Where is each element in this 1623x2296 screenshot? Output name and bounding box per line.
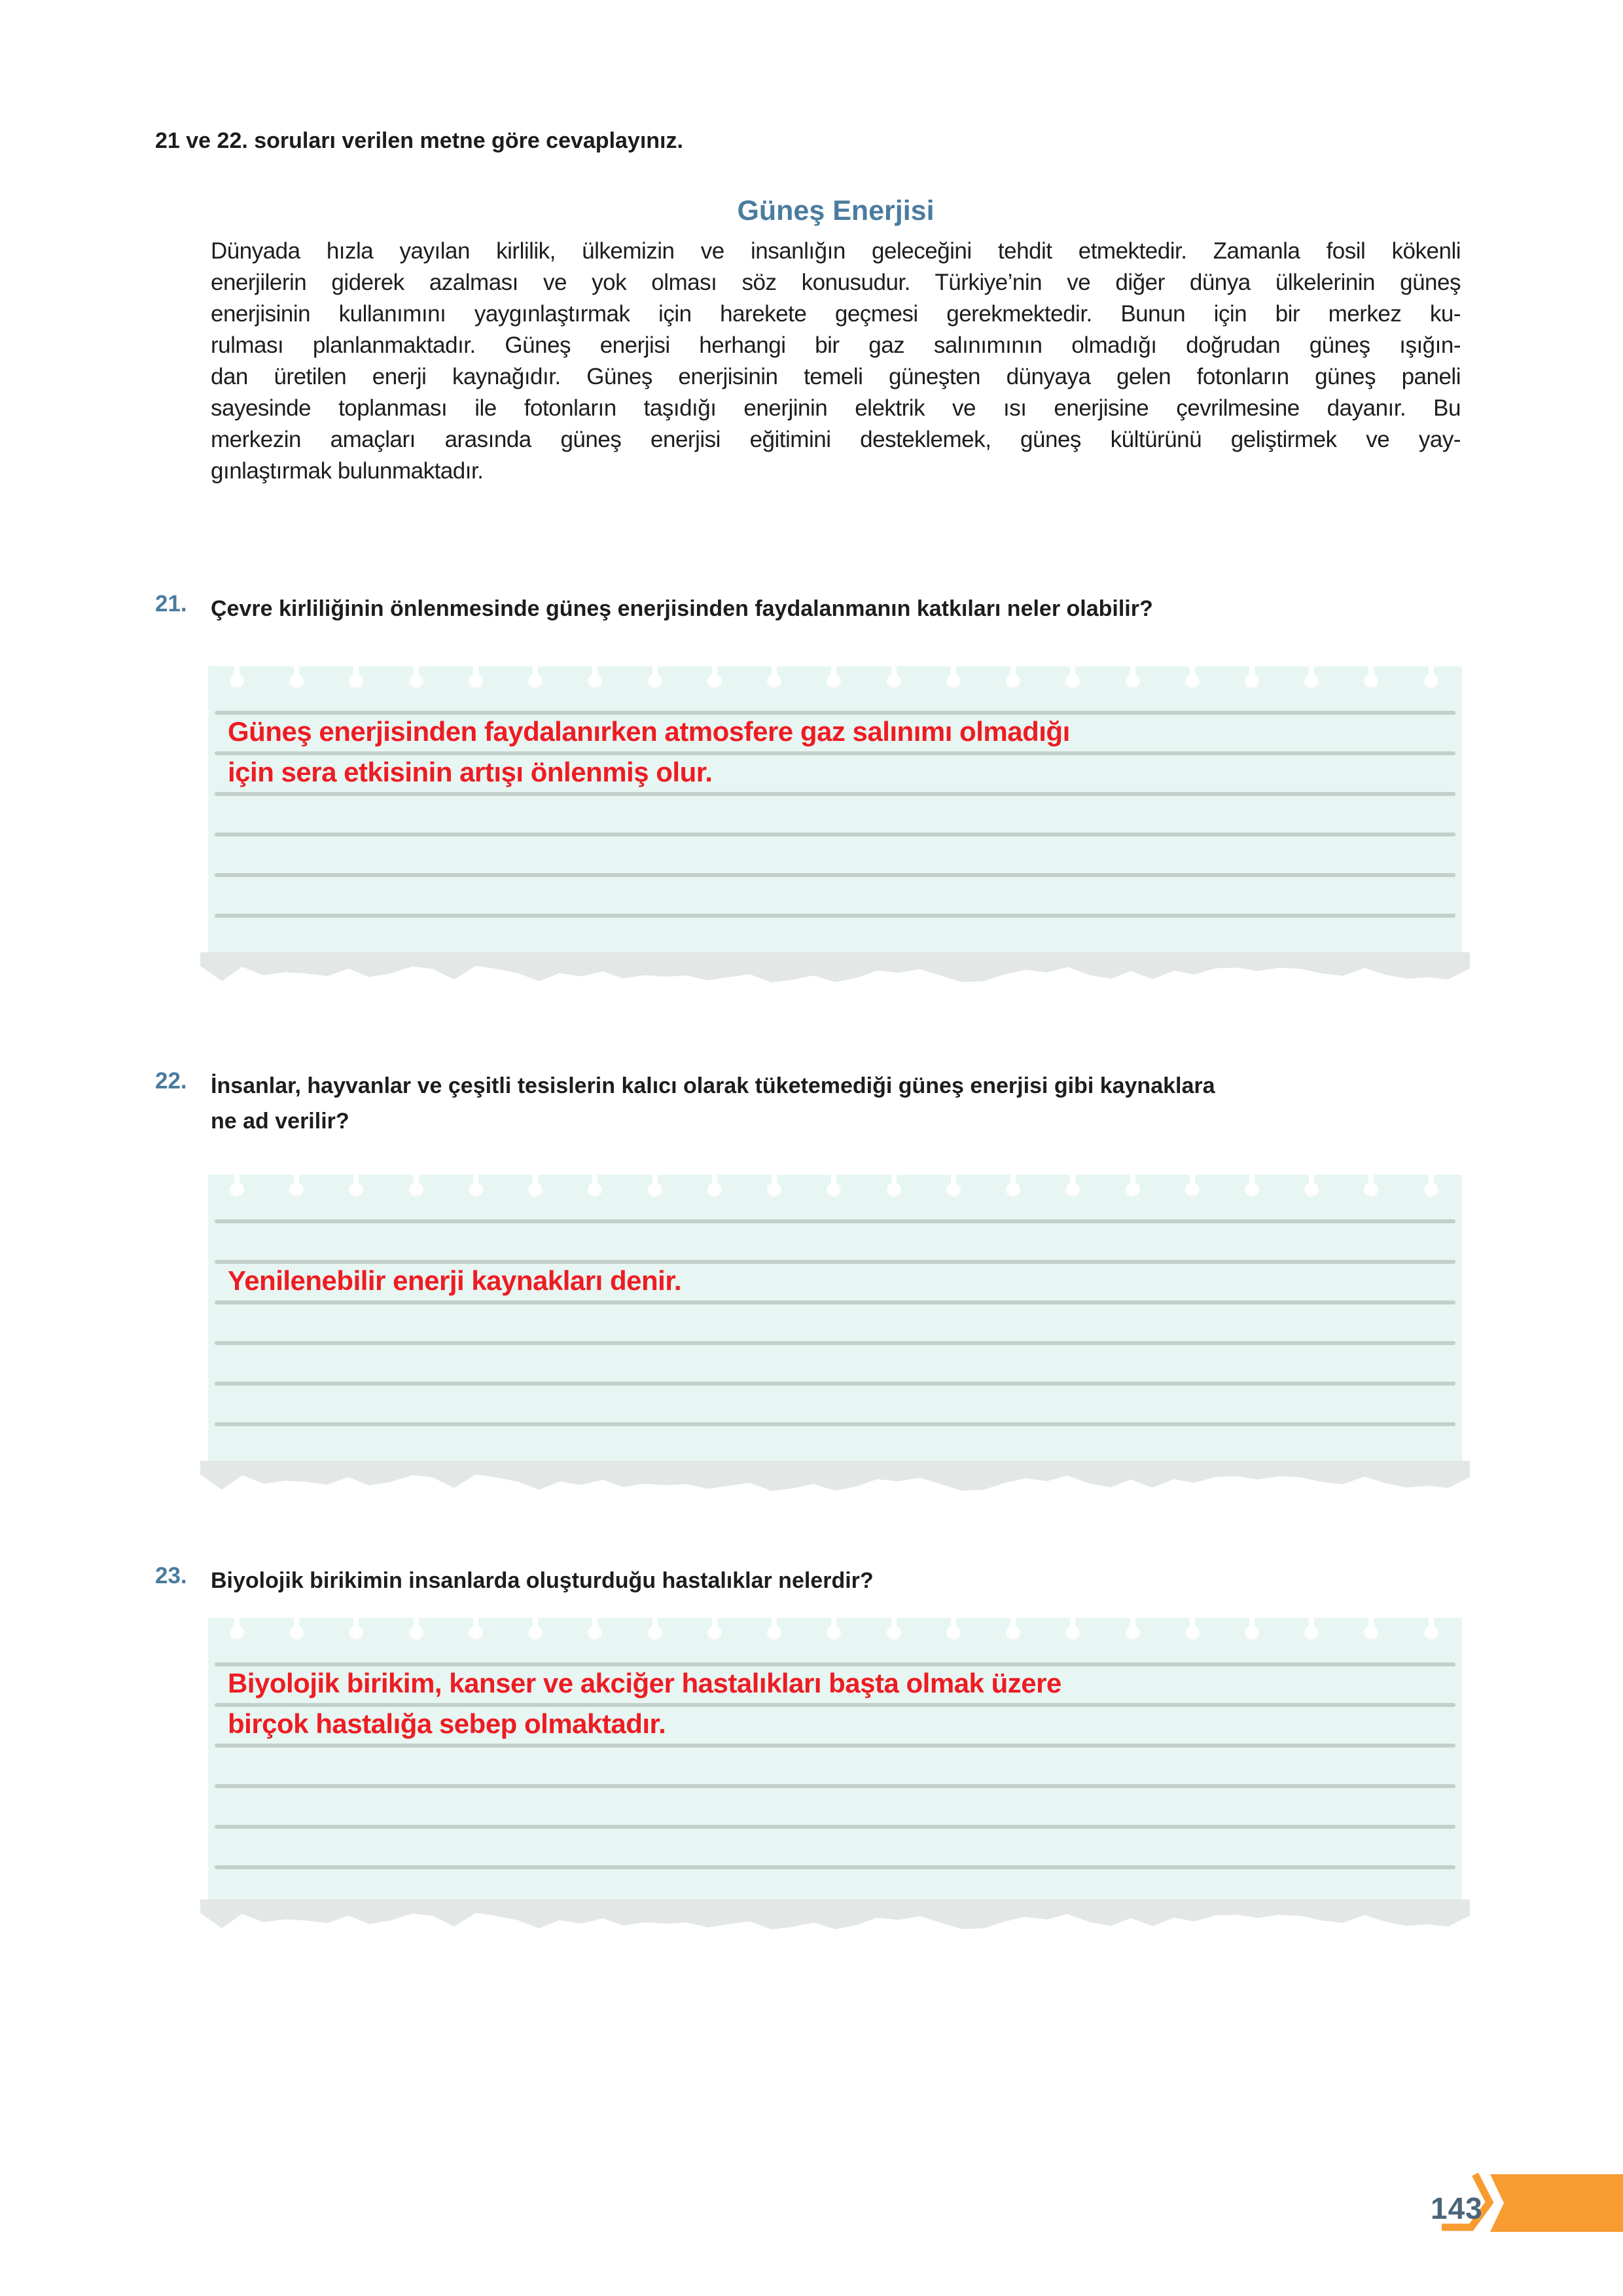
spiral-pin-icon [886, 656, 902, 692]
spiral-pin-icon [527, 656, 543, 692]
ruled-line [215, 833, 1455, 836]
spiral-pin-icon [408, 1164, 424, 1201]
answer-line: Yenilenebilir enerji kaynakları denir. [228, 1265, 682, 1296]
spiral-pin-icon [647, 656, 663, 692]
ruled-line [215, 792, 1455, 796]
question-text [211, 1563, 1487, 1598]
spiral-pin-icon [647, 1607, 663, 1644]
torn-paper-edge [200, 1461, 1470, 1491]
ruled-line [215, 1422, 1455, 1426]
ruled-line [215, 751, 1455, 755]
spiral-pin-icon [468, 656, 484, 692]
ruled-line [215, 1784, 1455, 1788]
spiral-pin-icon [348, 1607, 364, 1644]
answer-line: birçok hastalığa sebep olmaktadır. [228, 1708, 666, 1739]
spiral-pin-icon [1005, 1164, 1021, 1201]
answer-sheet-23 [208, 1618, 1462, 1904]
spiral-pin-icon [946, 1607, 961, 1644]
spiral-pin-icon [1363, 1164, 1379, 1201]
spiral-pin-icon [1244, 1164, 1260, 1201]
question-text [211, 591, 1487, 626]
answer-text [228, 1263, 1452, 1303]
spiral-pin-icon [1185, 656, 1200, 692]
spiral-pin-icon [1125, 1164, 1141, 1201]
spiral-pin-icon [1005, 1607, 1021, 1644]
torn-paper-edge [200, 952, 1470, 982]
spiral-pin-icon [1304, 1607, 1319, 1644]
answer-sheet-21 [208, 666, 1462, 952]
ruled-line [215, 1300, 1455, 1304]
spiral-pin-icon [289, 1607, 304, 1644]
spiral-pin-icon [468, 1607, 484, 1644]
passage-title: Güneş Enerjisi [737, 195, 935, 226]
spiral-pin-icon [707, 1607, 722, 1644]
passage-line: enerjilerin giderek azalması ve yok olması söz konusudur. Türkiye’nin ve diğer dünya ülkelerinin güneş [211, 270, 1461, 295]
question-number: 21. [155, 591, 187, 617]
spiral-pin-icon [1363, 656, 1379, 692]
passage-line: sayesinde toplanması ile fotonların taşıdığı enerjinin elektrik ve ısı enerjisine çevrilmesine dayanır. Bu [211, 395, 1461, 421]
spiral-pin-icon [1423, 1164, 1439, 1201]
spiral-pin-icon [1423, 1607, 1439, 1644]
ruled-line [215, 1260, 1455, 1264]
spiral-pin-icon [707, 1164, 722, 1201]
spiral-pin-icon [289, 656, 304, 692]
spiral-pin-icon [766, 1607, 782, 1644]
spiral-pin-icon [289, 1164, 304, 1201]
answer-sheet-22 [208, 1175, 1462, 1461]
spiral-pin-icon [468, 1164, 484, 1201]
spiral-pin-icon [886, 1164, 902, 1201]
spiral-pin-icon [1244, 1607, 1260, 1644]
ruled-line [215, 1825, 1455, 1829]
spiral-pin-icon [1185, 1164, 1200, 1201]
spiral-pin-icon [408, 1607, 424, 1644]
answer-line: Biyolojik birikim, kanser ve akciğer hastalıkları başta olmak üzere [228, 1668, 1061, 1698]
footer-orange-bar [1490, 2174, 1623, 2232]
spiral-pin-icon [946, 1164, 961, 1201]
answer-line: için sera etkisinin artışı önlenmiş olur. [228, 757, 713, 787]
spiral-pin-icon [886, 1607, 902, 1644]
ruled-line [215, 914, 1455, 918]
spiral-pin-icon [229, 1164, 245, 1201]
question-line: ne ad verilir? [211, 1109, 349, 1134]
spiral-pin-icon [587, 656, 603, 692]
spiral-pin-icon [1423, 656, 1439, 692]
passage-line: merkezin amaçları arasında güneş enerjisi eğitimini desteklemek, güneş kültürünü geliştirmek ve yay- [211, 427, 1461, 452]
torn-paper-edge [200, 1899, 1470, 1929]
spiral-pin-icon [766, 1164, 782, 1201]
ruled-line [215, 1703, 1455, 1707]
spiral-pin-icon [707, 656, 722, 692]
ruled-line [215, 711, 1455, 715]
spiral-pin-icon [229, 1607, 245, 1644]
passage-text [211, 236, 1461, 487]
spiral-pin-icon [1005, 656, 1021, 692]
spiral-pin-icon [348, 656, 364, 692]
spiral-pin-icon [229, 656, 245, 692]
spiral-pin-icon [527, 1164, 543, 1201]
question-line: Çevre kirliliğinin önlenmesinde güneş enerjisinden faydalanmanın katkıları neler olabilir? [211, 596, 1153, 621]
ruled-line [215, 1382, 1455, 1386]
passage-line: dan üretilen enerji kaynağıdır. Güneş enerjisinin temeli güneşten dünyaya gelen fotonların güneş paneli [211, 364, 1461, 389]
question-number: 22. [155, 1068, 187, 1094]
passage-line: enerjisinin kullanımını yaygınlaştırmak için harekete geçmesi gerekmektedir. Bunun için bir merkez ku- [211, 301, 1461, 327]
passage-line: gınlaştırmak bulunmaktadır. [211, 458, 484, 484]
ruled-line [215, 1219, 1455, 1223]
spiral-pin-icon [408, 656, 424, 692]
spiral-pin-icon [1363, 1607, 1379, 1644]
passage-line: rulması planlanmaktadır. Güneş enerjisi herhangi bir gaz salınımının olmadığı doğrudan güneş ışığın- [211, 332, 1461, 358]
question-number: 23. [155, 1563, 187, 1588]
ruled-line [215, 1865, 1455, 1869]
spiral-pin-icon [826, 656, 842, 692]
spiral-pin-icon [348, 1164, 364, 1201]
page-footer [1400, 2161, 1623, 2237]
page-number-text: 143 [1431, 2191, 1483, 2225]
spiral-pin-icon [1185, 1607, 1200, 1644]
spiral-pin-icon [766, 656, 782, 692]
spiral-pin-icon [1244, 656, 1260, 692]
question-line: Biyolojik birikimin insanlarda oluşturduğu hastalıklar nelerdir? [211, 1568, 874, 1593]
spiral-pin-icon [946, 656, 961, 692]
spiral-pin-icon [1304, 1164, 1319, 1201]
instruction-text: 21 ve 22. soruları verilen metne göre cevaplayınız. [155, 128, 683, 153]
spiral-pin-icon [1125, 1607, 1141, 1644]
question-line: İnsanlar, hayvanlar ve çeşitli tesislerin kalıcı olarak tüketemediği güneş enerjisi gibi kaynaklara [211, 1073, 1215, 1098]
spiral-pin-icon [587, 1164, 603, 1201]
answer-line: Güneş enerjisinden faydalanırken atmosfere gaz salınımı olmadığı [228, 716, 1070, 747]
ruled-line [215, 873, 1455, 877]
spiral-pin-icon [826, 1607, 842, 1644]
passage-line: Dünyada hızla yayılan kirlilik, ülkemizin ve insanlığın geleceğini tehdit etmektedir. Zamanla fosil kökenli [211, 238, 1461, 264]
spiral-pin-icon [1065, 1607, 1080, 1644]
ruled-line [215, 1341, 1455, 1345]
spiral-pin-icon [647, 1164, 663, 1201]
spiral-pin-icon [1125, 656, 1141, 692]
spiral-pin-icon [527, 1607, 543, 1644]
ruled-line [215, 1744, 1455, 1748]
spiral-pin-icon [826, 1164, 842, 1201]
ruled-line [215, 1662, 1455, 1666]
spiral-pin-icon [1065, 656, 1080, 692]
spiral-pin-icon [587, 1607, 603, 1644]
spiral-pin-icon [1065, 1164, 1080, 1201]
question-text [211, 1068, 1487, 1139]
spiral-pin-icon [1304, 656, 1319, 692]
